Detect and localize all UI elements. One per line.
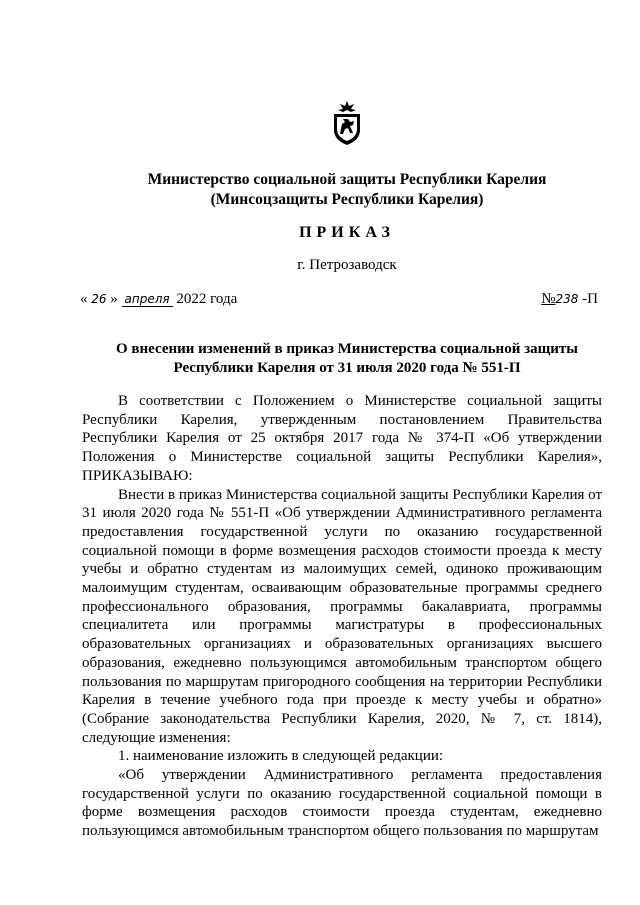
body-paragraph: «Об утверждении Административного регламента предоставления государственной услуги по оказанию государственной социальной помощи в форме возмещения расходов стоимости проезда студентам, ежедневно пользующимся автомобильным транспортом общего пользования по маршрутам	[82, 767, 602, 840]
city: г. Петрозаводск	[297, 257, 397, 273]
order-number	[541, 291, 598, 308]
body-paragraph: 1. наименование изложить в следующей редакции:	[118, 748, 444, 765]
body-paragraph: В соответствии с Положением о Министерстве социальной защиты Республики Карелия, утвержденным постановлением Правительства Республики Карелия от 25 октября 2017 года № 374-П «Об утверждении Положения о Министерстве социальной защиты Республики Карелия», ПРИКАЗЫВАЮ:	[82, 393, 602, 484]
body-paragraph: Внести в приказ Министерства социальной защиты Республики Карелия от 31 июля 2020 года № 551-П «Об утверждении Административного регламента предоставления государственной услуги по оказанию государственной социальной помощи в форме возмещения расходов стоимости проезда к месту учебы и обратно студентам из малоимущих семей, одиноко проживающим малоимущим студентам, осваивающим образовательные программы среднего профессионального образования, программы бакалавриата, программы специалитета или программы магистратуры в профессиональных образовательных организациях и образовательных организациях высшего образования, ежедневно пользующимся автомобильным транспортом общего пользования по маршрутам пригородного сообщения на территории Республики Карелия в течение учебного года при проезде к месту учебы и обратно» (Собрание законодательства Республики Карелия, 2020, № 7, ст. 1814), следующие изменения:	[82, 486, 602, 746]
date-day: 26	[91, 292, 107, 306]
document-title-line2: Республики Карелия от 31 июля 2020 года № 551-П	[173, 360, 521, 376]
date-close-quote: »	[110, 291, 118, 307]
document-body	[82, 392, 602, 841]
number-value: 238	[555, 292, 579, 306]
date-month: апреля	[122, 292, 173, 307]
number-suffix: -П	[582, 291, 598, 307]
order-date	[80, 291, 237, 308]
ministry-name-line2: (Минсоцзащиты Республики Карелия)	[210, 191, 484, 208]
document-title-line1: О внесении изменений в приказ Министерства социальной защиты	[115, 341, 579, 357]
number-prefix: №	[541, 291, 556, 307]
date-open-quote: «	[80, 291, 88, 307]
ministry-name-line1: Министерство социальной защиты Республики Карелия	[147, 171, 547, 188]
document-title	[0, 340, 640, 378]
document-type: ПРИКАЗ	[299, 224, 395, 241]
karelia-coat-of-arms-icon	[331, 100, 363, 146]
date-year: 2022 года	[176, 291, 238, 307]
ministry-name	[0, 170, 640, 210]
